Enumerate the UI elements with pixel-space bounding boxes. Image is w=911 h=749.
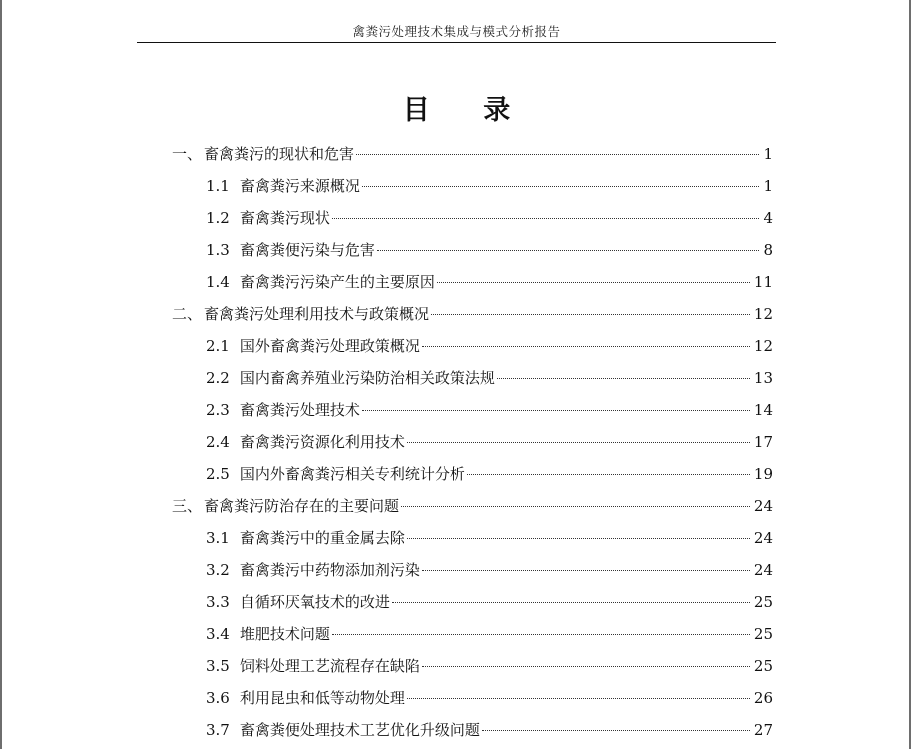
toc-page-number: 24 <box>753 561 773 579</box>
toc-entry-number: 1.3 <box>206 241 230 259</box>
toc-entry-title: 堆肥技术问题 <box>239 625 330 643</box>
toc-entry-number: 一、 <box>172 145 203 163</box>
toc-entry-number: 三、 <box>172 497 203 515</box>
toc-leader-dots <box>377 250 760 251</box>
toc-leader-dots <box>422 666 750 667</box>
toc-page-number: 25 <box>753 593 773 611</box>
toc-page-number: 25 <box>753 625 773 643</box>
toc-page-number: 4 <box>763 209 773 227</box>
toc-entry[interactable] <box>206 554 773 586</box>
toc-entry-title: 畜禽粪便污染与危害 <box>239 241 375 259</box>
toc-entry[interactable] <box>206 234 773 266</box>
toc-entry-number: 1.1 <box>206 177 230 195</box>
toc-entry[interactable] <box>206 586 773 618</box>
toc-entry-number: 3.3 <box>206 593 230 611</box>
toc-page-number: 11 <box>753 273 773 291</box>
toc-entry-title: 国外畜禽粪污处理政策概况 <box>239 337 420 355</box>
toc-page-number: 19 <box>753 465 773 483</box>
running-header: 禽粪污处理技术集成与模式分析报告 <box>352 24 561 39</box>
toc-entry[interactable] <box>172 138 773 170</box>
toc-page-number: 27 <box>753 721 773 739</box>
toc-entry-title: 畜禽粪污处理利用技术与政策概况 <box>204 305 430 323</box>
toc-entry-number: 3.6 <box>206 689 230 707</box>
toc-entry[interactable] <box>206 266 773 298</box>
toc-leader-dots <box>497 378 750 379</box>
toc-entry-title: 畜禽粪污的现状和危害 <box>204 145 355 163</box>
toc-page-number: 12 <box>753 337 773 355</box>
toc-leader-dots <box>467 474 750 475</box>
toc-entry-number: 二、 <box>172 305 203 323</box>
toc-entry[interactable] <box>172 298 773 330</box>
toc-entry[interactable] <box>172 490 773 522</box>
toc-entry-title: 畜禽粪污现状 <box>239 209 330 227</box>
toc-leader-dots <box>422 346 750 347</box>
toc-entry-title: 畜禽粪便处理技术工艺优化升级问题 <box>239 721 480 739</box>
toc-entry-number: 1.2 <box>206 209 230 227</box>
toc-entry[interactable] <box>206 330 773 362</box>
toc-entry[interactable] <box>206 170 773 202</box>
toc-leader-dots <box>407 698 750 699</box>
toc-entry-title: 国内畜禽养殖业污染防治相关政策法规 <box>239 369 495 387</box>
toc-entry-title: 饲料处理工艺流程存在缺陷 <box>239 657 420 675</box>
toc-entry-number: 2.2 <box>206 369 230 387</box>
toc-entry-title: 国内外畜禽粪污相关专利统计分析 <box>239 465 465 483</box>
toc-leader-dots <box>401 506 750 507</box>
toc-page-number: 26 <box>753 689 773 707</box>
toc-leader-dots <box>362 186 760 187</box>
toc-page-number: 13 <box>753 369 773 387</box>
toc-entry[interactable] <box>206 522 773 554</box>
toc-title: 目 录 <box>402 95 533 126</box>
toc-entry-title: 自循环厌氧技术的改进 <box>239 593 390 611</box>
toc-page-number: 14 <box>753 401 773 419</box>
toc-leader-dots <box>392 602 750 603</box>
toc-entry-number: 2.5 <box>206 465 230 483</box>
toc-entry-number: 3.2 <box>206 561 230 579</box>
toc-leader-dots <box>332 634 750 635</box>
toc-entry-title: 畜禽粪污中药物添加剂污染 <box>239 561 420 579</box>
toc-entry-number: 2.3 <box>206 401 230 419</box>
toc-entry-title: 畜禽粪污处理技术 <box>239 401 360 419</box>
toc-entry-title: 畜禽粪污防治存在的主要问题 <box>204 497 400 515</box>
toc-entry[interactable] <box>206 682 773 714</box>
page-frame-left <box>0 0 2 749</box>
toc-page-number: 12 <box>753 305 773 323</box>
toc-entry[interactable] <box>206 618 773 650</box>
toc-leader-dots <box>332 218 760 219</box>
toc-entry[interactable] <box>206 202 773 234</box>
toc-entry-number: 2.1 <box>206 337 230 355</box>
toc-entry-title: 畜禽粪污污染产生的主要原因 <box>239 273 435 291</box>
toc-leader-dots <box>431 314 750 315</box>
toc-leader-dots <box>422 570 750 571</box>
toc-leader-dots <box>362 410 750 411</box>
toc-page-number: 25 <box>753 657 773 675</box>
toc-leader-dots <box>407 538 750 539</box>
toc-entry[interactable] <box>206 458 773 490</box>
toc-leader-dots <box>437 282 750 283</box>
toc-page-number: 24 <box>753 497 773 515</box>
toc-entry[interactable] <box>206 714 773 746</box>
toc-entry-number: 2.4 <box>206 433 230 451</box>
toc-entry[interactable] <box>206 426 773 458</box>
toc-page-number: 8 <box>763 241 773 259</box>
toc-entry-title: 利用昆虫和低等动物处理 <box>239 689 405 707</box>
toc-entry-title: 畜禽粪污来源概况 <box>239 177 360 195</box>
toc-entry[interactable] <box>206 362 773 394</box>
toc-entry-number: 3.1 <box>206 529 230 547</box>
toc-leader-dots <box>482 730 750 731</box>
toc-entry-number: 3.4 <box>206 625 230 643</box>
toc-entry-title: 畜禽粪污资源化利用技术 <box>239 433 405 451</box>
toc-entry-number: 3.7 <box>206 721 230 739</box>
toc-leader-dots <box>407 442 750 443</box>
toc-page-number: 1 <box>763 145 773 163</box>
toc-entry-number: 1.4 <box>206 273 230 291</box>
toc-entry[interactable] <box>206 650 773 682</box>
toc-entry[interactable] <box>206 394 773 426</box>
toc-leader-dots <box>356 154 759 155</box>
toc-entry-title: 畜禽粪污中的重金属去除 <box>239 529 405 547</box>
toc-page-number: 1 <box>763 177 773 195</box>
toc-entry-number: 3.5 <box>206 657 230 675</box>
toc-page-number: 17 <box>753 433 773 451</box>
toc-page-number: 24 <box>753 529 773 547</box>
header-rule <box>137 42 776 43</box>
